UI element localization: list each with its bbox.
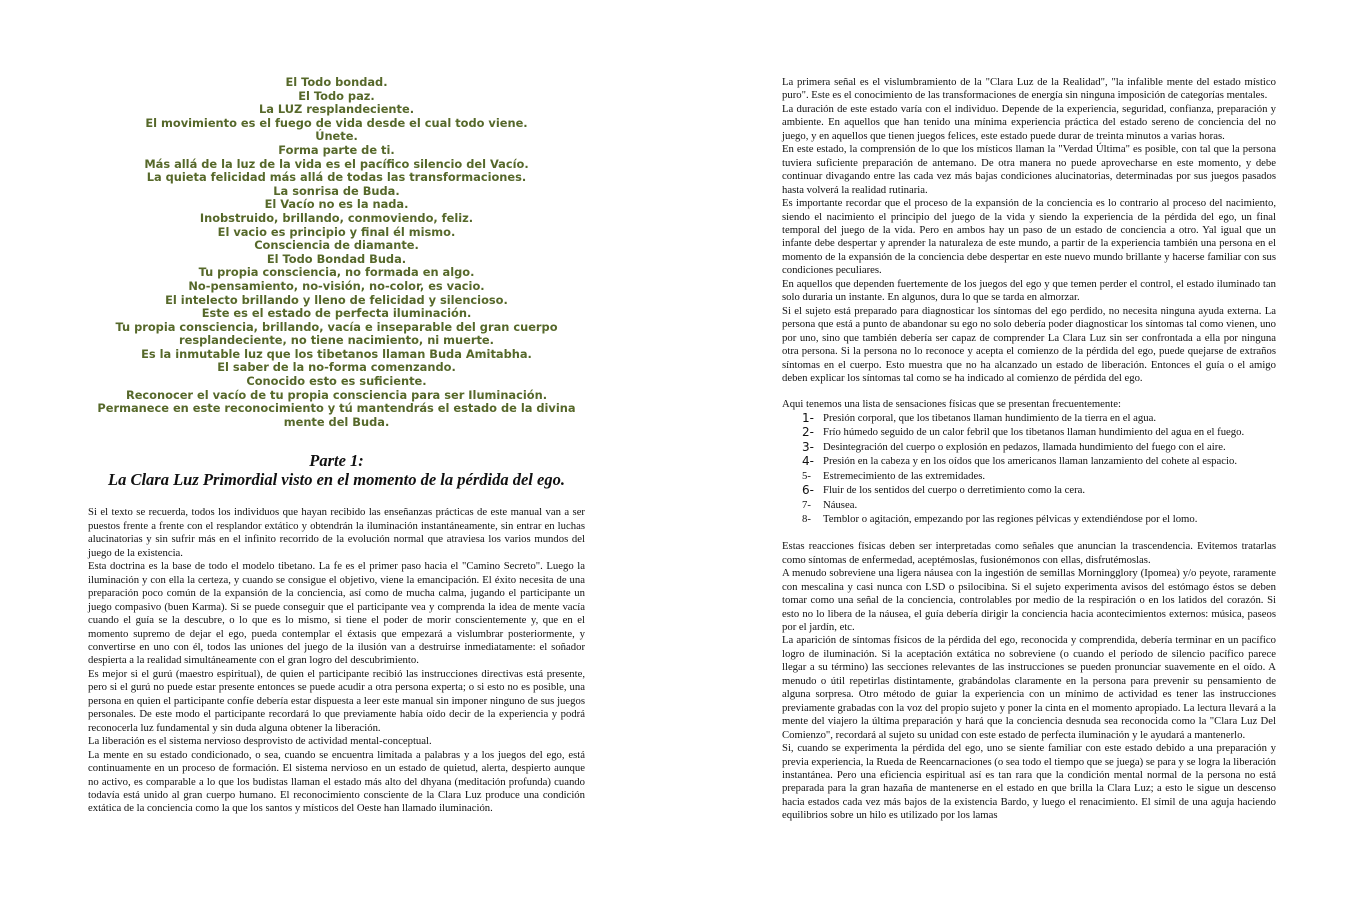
left-page xyxy=(88,76,585,816)
paragraph: La mente en su estado condicionado, o sea, cuando se encuentra limitada a palabras y a los juegos del ego, está continuamente en un proceso de formación. El sistema nervioso en un estado de quietud, alerta, despierto aunque no activo, es comparable a lo que los budistas llaman el estado más alto del dhyana (meditación profunda) cuando todavía está unido al gran cuerpo humano. El reconocimiento consciente de la Clara Luz produce una condición extática de la conciencia como la que los santos y místicos del Oeste han llamado iluminación. xyxy=(88,748,585,815)
sensation-text: Náusea. xyxy=(823,498,858,511)
sensation-text: Frío húmedo seguido de un calor febril que los tibetanos llaman hundimiento del agua en el fuego. xyxy=(823,426,1245,439)
poem-line: El Todo paz. xyxy=(298,88,375,103)
poem-line: Es la inmutable luz que los tibetanos llaman Buda Amitabha. xyxy=(141,346,532,361)
poem-line: Este es el estado de perfecta iluminación. xyxy=(201,306,472,321)
poem-line: Forma parte de ti. xyxy=(278,142,395,157)
poem xyxy=(88,76,585,429)
paragraph: A menudo sobreviene una ligera náusea con la ingestión de semillas Morningglory (Ipomea) y/o peyote, raramente con mescalina y casi nunca con LSD o psilocibina. Si el sujeto experimenta avisos del estómago éstos se deben tomar como una señal de la conciencia, controlables por medio de la respiración o en los latidos del corazón. Si esto no lo libera de la náusea, el guía debería dirigir la conciencia hacia acontecimientos externos: música, paseos por el jardín, etc. xyxy=(782,567,1276,633)
sensation-item xyxy=(802,484,1276,498)
paragraph: La primera señal es el vislumbramiento de la "Clara Luz de la Realidad", "la infalible mente del estado místico puro". Este es el conocimiento de las transformaciones de energía sin ninguna imposición de categorías mentales. xyxy=(782,76,1276,102)
sensation-text: Temblor o agitación, empezando por las regiones pélvicas y extendiéndose por el lomo. xyxy=(823,513,1198,526)
part-heading xyxy=(88,451,585,489)
right-body-text xyxy=(782,76,1276,385)
sensation-item xyxy=(802,441,1276,455)
paragraph: Estas reacciones físicas deben ser interpretadas como señales que anuncian la trascendencia. Evitemos tratarlas como síntomas de enfermedad, aceptémoslas, fusionémonos con ellas, disfrutémoslas. xyxy=(782,540,1276,566)
right-page xyxy=(782,76,1276,823)
left-body-text xyxy=(88,506,585,815)
sensation-number: 3- xyxy=(802,439,814,454)
poem-line: El Vacío no es la nada. xyxy=(264,197,409,212)
poem-line: Inobstruido, brillando, conmoviendo, feliz. xyxy=(199,210,474,225)
poem-line: Permanece en este reconocimiento y tú mantendrás el estado de la divina mente del Buda. xyxy=(97,401,576,429)
paragraph: Si el texto se recuerda, todos los individuos que hayan recibido las enseñanzas prácticas de este manual van a ser puestos frente a frente con el resplandor extático y obtendrán la iluminación instantáneamente, sin entrar en luchas alucinatorias y sin sufrir más en el infinito recorrido de la evolución normal que atraviesa los varios mundos del juego de la existencia. xyxy=(88,506,585,559)
sensation-number: 6- xyxy=(802,483,814,498)
sensation-item xyxy=(802,455,1276,469)
sensation-number: 5- xyxy=(802,469,811,482)
list-intro: Aqui tenemos una lista de sensaciones físicas que se presentan frecuentemente: xyxy=(782,398,1121,411)
sensation-number: 8- xyxy=(802,513,811,526)
poem-line: La LUZ resplandeciente. xyxy=(258,102,415,117)
paragraph: En este estado, la comprensión de lo que los místicos llaman la "Verdad Última" es posible, con tal que la persona tuviera suficiente preparación de antemano. De otra manera no puede aprovecharse en este momento, y debe continuar divagando entre las cada vez más bajas condiciones alucinatorias, determinadas por sus juegos pasados hasta volverá la realidad rutinaria. xyxy=(782,143,1276,196)
sensation-text: Presión en la cabeza y en los oídos que los americanos llaman lanzamiento del cohete al espacio. xyxy=(823,455,1237,468)
poem-line: El Todo Bondad Buda. xyxy=(266,251,407,266)
poem-line: Reconocer el vacío de tu propia consciencia para ser Iluminación. xyxy=(125,387,548,402)
paragraph: Si el sujeto está preparado para diagnosticar los síntomas del ego perdido, no necesita ninguna ayuda externa. La persona que está a punto de abandonar su ego no solo debería poder diagnosticar los síntomas tal como vienen, uno por uno, sino que también debería ser capaz de comprender La Clara Luz sin ser confrontada a ella por ninguna otra persona. Si la persona no lo reconoce y acepta el comienzo de la pérdida del ego, puede quejarse de extraños síntomas en el cuerpo. Esto muestra que no ha alcanzado un estado de liberación. Entonces el guía o el amigo deben explicar los síntomas tal como se ha indicado al comienzo de pérdida del ego. xyxy=(782,304,1276,384)
poem-line: Más allá de la luz de la vida es el pacífico silencio del Vacío. xyxy=(144,156,529,171)
sensation-text: Presión corporal, que los tibetanos llaman hundimiento de la tierra en el agua. xyxy=(823,411,1156,424)
poem-line: La quieta felicidad más allá de todas las transformaciones. xyxy=(146,170,527,185)
sensation-number: 2- xyxy=(802,425,814,440)
sensation-item xyxy=(802,499,1276,513)
sensation-text: Estremecimiento de las extremidades. xyxy=(823,469,986,482)
part-heading-number: Parte 1: xyxy=(309,451,364,471)
poem-line: Únete. xyxy=(315,129,358,144)
poem-line: Tu propia consciencia, no formada en algo. xyxy=(198,265,475,280)
paragraph: Es importante recordar que el proceso de la expansión de la conciencia es lo contrario al proceso del nacimiento, siendo el nacimiento el principio del juego de la vida y siendo la experiencia de la pérdida del ego, un final temporal del juego de la vida. Pero en ambos hay un paso de un estado de conciencia a otro. Yal igual que un infante debe despertar y aprender la naturaleza de este mundo, a partir de la experiencia también una persona en el momento de la expansión de la conciencia debe despertar en este nuevo mundo brillante y hacerse familiar con sus condiciones peculiares. xyxy=(782,197,1276,277)
poem-line: La sonrisa de Buda. xyxy=(273,183,400,198)
part-heading-title: La Clara Luz Primordial visto en el momento de la pérdida del ego. xyxy=(108,470,565,490)
poem-line: No-pensamiento, no-visión, no-color, es vacio. xyxy=(188,278,485,293)
paragraph: Si, cuando se experimenta la pérdida del ego, uno se siente familiar con este estado debido a una preparación y previa experiencia, la Rueda de Reencarnaciones (o sea todo el tiempo que se juega) se para y se logra la liberación instantánea. Pero una eficiencia espiritual así es tan rara que la condición mental normal de la persona no está preparada para la gran hazaña de mantenerse en el estado en que brilla la Clara Luz; a esto le sigue un descenso hacia estados cada vez más bajos de la existencia Bardo, y luego el renacimiento. El símil de una aguja haciendo equilibrios sobre un hilo es utilizado por los lamas xyxy=(782,742,1276,822)
sensation-item xyxy=(802,470,1276,484)
paragraph: La duración de este estado varía con el individuo. Depende de la experiencia, seguridad, confianza, preparación y ambiente. En aquellos que han tenido una mínima experiencia práctica del estado sereno de conciencia del no juego, y en aquellos que tienen juegos felices, este estado puede durar de treinta minutos a varias horas. xyxy=(782,102,1276,142)
poem-line: El intelecto brillando y lleno de felicidad y silencioso. xyxy=(165,292,508,307)
poem-line: Tu propia consciencia, brillando, vacía e inseparable del gran cuerpo resplandeciente, no tiene nacimiento, ni muerte. xyxy=(115,319,558,348)
sensation-item xyxy=(802,513,1276,527)
paragraph: La aparición de síntomas físicos de la pérdida del ego, reconocida y comprendida, debería terminar en un pacífico logro de iluminación. Si la aceptación extática no sobreviene (o cuando el período de silencio pacífico parece llegar a su término) las secciones relevantes de las instrucciones se pueden pronunciar suavemente en el oído. A menudo o útil repetirlas distintamente, grabándolas claramente en la persona para prevenir su pensamiento de alguna sorpresa. Otro método de guiar la experiencia con un mínimo de actividad es tener las instrucciones previamente grabadas con la voz del propio sujeto y poner la cinta en el momento apropiado. La lectura llevará a la mente del viajero la última preparación y hará que la conciencia desnuda sea reconocida como la "Clara Luz Del Comienzo", recordará al sujeto su unidad con este estado de perfecta iluminación y le ayudará a mantenerlo. xyxy=(782,634,1276,741)
poem-line: El Todo bondad. xyxy=(285,75,388,89)
sensation-text: Desintegración del cuerpo o explosión en pedazos, llamada hundimiento del fuego con el aire. xyxy=(823,440,1226,453)
paragraph: Es mejor si el gurú (maestro espiritual), de quien el participante recibió las instrucciones directivas está presente, pero si el gurú no puede estar presente entonces se puede acudir a otra persona experta; o si esto no es posible, una persona en quien el participante confíe debería estar dispuesta a leer este manual sin imponer ninguno de sus juegos personales. De este modo el participante recordará lo que previamente había oído decir de la experiencia y podrá reconocerla luz fundamental y sin duda alguna obtener la liberación. xyxy=(88,667,585,734)
right-body-text-2 xyxy=(782,540,1276,823)
sensation-number: 4- xyxy=(802,454,814,469)
poem-line: El vacio es principio y final él mismo. xyxy=(217,224,456,239)
paragraph: La liberación es el sistema nervioso desprovisto de actividad mental-conceptual. xyxy=(88,735,432,748)
sensation-number: 7- xyxy=(802,498,811,511)
poem-line: Conocido esto es suficiente. xyxy=(246,374,427,389)
poem-line: Consciencia de diamante. xyxy=(254,238,419,253)
poem-line: El movimiento es el fuego de vida desde el cual todo viene. xyxy=(145,115,528,130)
sensations-list xyxy=(782,412,1276,527)
poem-line: El saber de la no-forma comenzando. xyxy=(217,360,456,375)
sensation-number: 1- xyxy=(802,410,814,425)
sensation-item xyxy=(802,426,1276,440)
paragraph: En aquellos que dependen fuertemente de los juegos del ego y que temen perder el control, el estado iluminado tan solo duraria un instante. En algunos, dura lo que se tarda en almorzar. xyxy=(782,277,1276,304)
sensation-item xyxy=(802,412,1276,426)
paragraph: Esta doctrina es la base de todo el modelo tibetano. La fe es el primer paso hacia el "Camino Secreto". Luego la iluminación y con ella la certeza, y cuando se consigue el objetivo, viene la emancipación. El éxito necesita de una preparación poco común de la expansión de la conciencia, así como de mucha calma, jugando el participante un juego compasivo (buen Karma). Si se puede conseguir que el participante vea y comprenda la idea de mente vacía cuando el guía se la descubre, o lo que es lo mismo, si tiene el poder de morir conscientemente y, que en el momento supremo de dejar el ego, pueda contemplar el éxtasis que empezará a vislumbrar posteriormente, y convertirse en uno con él, todos las uniones del juego de la ilusión van a destruirse inmediatamente: el soñador despierta a la realidad simultáneamente con el gran logro del descubrimiento. xyxy=(88,560,585,667)
sensation-text: Fluir de los sentidos del cuerpo o derretimiento como la cera. xyxy=(823,484,1086,497)
